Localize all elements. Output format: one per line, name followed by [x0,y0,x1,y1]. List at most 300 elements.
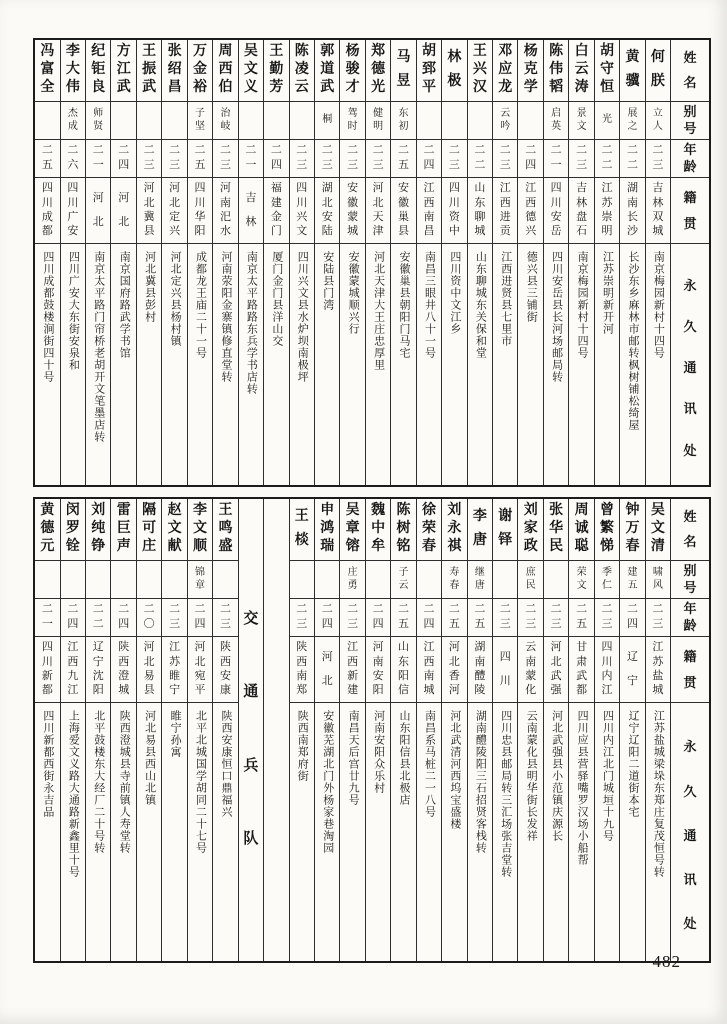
cell-age [366,140,390,178]
cell-alias [188,102,212,140]
cell-native [213,178,237,244]
person-name: 胡 郅 平 [421,44,436,96]
cell-age [595,140,619,178]
cell-alias [646,102,670,140]
cell-alias [442,102,466,140]
cell-address [35,703,59,961]
cell-native [315,178,339,244]
header-cell-address [671,244,709,485]
person-native: 江 西 德 兴 [525,182,537,238]
person-alias: 景 文 [576,108,587,132]
person-name: 邓 应 龙 [498,44,513,96]
cell-alias [493,561,517,599]
cell-age [111,140,135,178]
person-native: 山 东 阳 信 [398,641,410,697]
cell-age [620,599,644,637]
person-native: 四 川 华 阳 [194,182,206,238]
cell-name [61,40,85,102]
cell-alias [61,102,85,140]
cell-address [468,244,492,485]
person-age: 二 三 [652,144,664,171]
cell-native [569,637,593,703]
header-cell-name [671,40,709,102]
cell-age [544,599,568,637]
person-native: 吉 林 双 城 [652,182,664,238]
person-name: 冯 富 全 [40,44,55,96]
cell-name [35,40,59,102]
person-age: 二 三 [372,144,384,171]
person-native: 河 北 定 兴 [169,182,181,238]
cell-native [518,178,542,244]
person-age: 二 三 [499,603,511,630]
person-native: 河 北 香 河 [448,641,460,697]
header-label-alias: 别 号 [683,563,697,596]
person-native: 河 北 [92,191,104,228]
cell-name [620,499,644,561]
person-address: 江苏盐城梁垛东郑庄复茂恒号转 [652,710,665,878]
person-name: 刘 纯 铮 [91,503,106,555]
cell-name [595,499,619,561]
cell-address [417,703,441,961]
person-column [492,499,517,961]
header-label-native: 籍 贯 [683,189,697,231]
cell-native [137,637,161,703]
cell-address [162,703,186,961]
cell-age [213,140,237,178]
header-cell-age [671,599,709,637]
header-label-alias: 别 号 [683,104,697,137]
person-native: 湖 北 安 陆 [321,182,333,238]
cell-alias [35,102,59,140]
cell-age [188,599,212,637]
person-column [238,40,263,485]
cell-name [468,40,492,102]
cell-native [366,178,390,244]
person-address: 河南安阳众乐村 [372,710,385,794]
person-alias: 治 岐 [220,108,231,132]
cell-native [61,178,85,244]
cell-age [468,140,492,178]
person-name: 张 绍 昌 [167,44,182,96]
cell-name [620,40,644,102]
cell-alias [315,102,339,140]
person-age: 二 三 [219,603,231,630]
cell-address [86,244,110,485]
cell-age [366,599,390,637]
header-label-address: 永 久 通 讯 处 [683,739,697,931]
cell-age [86,140,110,178]
cell-age [646,599,670,637]
cell-age [315,599,339,637]
cell-native [35,637,59,703]
person-name: 赵 文 献 [167,503,182,555]
cell-address [61,703,85,961]
cell-name [442,499,466,561]
cell-address [137,244,161,485]
cell-alias [340,102,364,140]
person-address: 四川忠县邮局转三汇场张吉堂转 [499,710,512,878]
cell-address [290,244,314,485]
cell-address [646,703,670,961]
person-age: 二 五 [398,144,410,171]
person-column [619,499,644,961]
cell-age [620,140,644,178]
cell-name [162,499,186,561]
person-native: 四 川 新 都 [41,641,53,697]
person-column [568,40,593,485]
person-name: 申 鸿 瑞 [320,503,335,555]
person-address: 成都龙王庙二十一号 [194,251,207,359]
cell-age [111,599,135,637]
cell-name [340,499,364,561]
person-address: 上海爱文义路大通路新鑫里十号 [67,710,80,878]
cell-name [264,40,288,102]
cell-name [162,40,186,102]
person-address: 辽宁辽阳二道街本宅 [626,710,639,818]
cell-address [468,703,492,961]
section-label: 交 通 兵 队 [243,611,259,848]
person-column [60,499,85,961]
person-native: 四 川 安 岳 [550,182,562,238]
person-address: 厦门金门县洋山交 [270,251,283,347]
person-alias: 光 [602,114,613,126]
person-column [110,40,135,485]
person-age: 二 三 [499,144,511,171]
person-address: 安陆县门湾 [321,251,334,311]
person-age: 二 一 [41,603,53,630]
cell-name [518,40,542,102]
header-label-age: 年 龄 [683,601,697,634]
cell-age [290,599,314,637]
cell-native [646,178,670,244]
person-name: 黄 骥 [625,50,640,90]
cell-alias [493,102,517,140]
person-age: 二 三 [652,603,664,630]
person-name: 周 西 伯 [218,44,233,96]
cell-alias [417,561,441,599]
cell-address [493,244,517,485]
person-column [543,40,568,485]
cell-name [493,499,517,561]
person-alias: 寿 春 [449,567,460,591]
cell-name [137,499,161,561]
cell-name [111,40,135,102]
cell-address [188,703,212,961]
cell-age [391,599,415,637]
cell-alias [366,561,390,599]
cell-age [569,599,593,637]
cell-native [340,178,364,244]
person-address: 南京太平路路东兵学书店转 [245,251,258,395]
person-address: 四川内江北门城垣十九号 [601,710,614,842]
person-column [60,40,85,485]
person-native: 江 西 进 贡 [499,182,511,238]
person-name: 谢 铎 [498,509,513,549]
cell-address [518,244,542,485]
cell-age [518,140,542,178]
person-column [365,499,390,961]
person-age: 二 三 [321,144,333,171]
cell-alias [366,102,390,140]
person-alias: 锦 章 [195,567,206,591]
cell-name [315,40,339,102]
cell-name [86,40,110,102]
cell-name [646,499,670,561]
cell-address [213,703,237,961]
person-age: 二 一 [245,144,257,171]
cell-native [290,178,314,244]
person-name: 胡 守 恒 [600,44,615,96]
person-name: 黄 德 元 [40,503,55,555]
cell-address [417,244,441,485]
person-native: 甘 肃 武 都 [576,641,588,697]
cell-age [518,599,542,637]
cell-alias [391,561,415,599]
cell-address [569,703,593,961]
cell-age [493,599,517,637]
cell-native [137,178,161,244]
cell-age [162,140,186,178]
person-age: 二 〇 [143,603,155,630]
cell-age [417,140,441,178]
person-address: 陕西安康恒口鼎福兴 [219,710,232,818]
person-address: 四川资中文江乡 [448,251,461,335]
header-cell-native [671,637,709,703]
cell-alias [569,102,593,140]
cell-address [340,703,364,961]
cell-age [595,599,619,637]
cell-native [111,637,135,703]
person-column [365,40,390,485]
person-native: 江 苏 崇 明 [601,182,613,238]
person-native: 河 北 易 县 [143,641,155,697]
person-address: 云南蒙化县明华街长发祥 [525,710,538,842]
person-column [110,499,135,961]
cell-age [188,140,212,178]
cell-name [315,499,339,561]
cell-name [213,40,237,102]
person-alias: 庶 民 [525,567,536,591]
person-address: 安徽蒙城顺兴行 [347,251,360,335]
person-address: 河北易县西山北镇 [143,710,156,806]
person-name: 吴 章 镕 [345,503,360,555]
cell-age [86,599,110,637]
person-alias: 桐 [322,114,333,126]
person-alias: 继 唐 [474,567,485,591]
person-column [645,499,670,961]
cell-native [493,178,517,244]
person-age: 二 一 [550,144,562,171]
cell-alias [315,561,339,599]
person-alias: 展 之 [627,108,638,132]
cell-name [417,499,441,561]
person-name: 李 文 顺 [193,503,208,555]
header-cell-alias [671,102,709,140]
cell-address [366,244,390,485]
cell-native [35,178,59,244]
cell-native [493,637,517,703]
person-column [594,499,619,961]
cell-native [86,637,110,703]
cell-alias [86,102,110,140]
cell-alias [646,561,670,599]
cell-name [468,499,492,561]
person-address: 安徽巢县朝阳门马宅 [398,251,411,359]
cell-native [468,637,492,703]
cell-alias [290,102,314,140]
person-address: 睢宁孙寓 [169,710,182,758]
person-name: 张 华 民 [549,503,564,555]
cell-native [188,178,212,244]
person-address: 德兴县三铺街 [525,251,538,323]
person-column [517,499,542,961]
person-name: 陈 伟 韬 [549,44,564,96]
cell-age [213,599,237,637]
person-name: 王 勤 芳 [269,44,284,96]
person-address: 南昌三眼井八十一号 [423,251,436,359]
cell-age [340,140,364,178]
person-address: 四川安岳县长河场邮局转 [550,251,563,383]
cell-native [111,178,135,244]
header-cell-name [671,499,709,561]
person-column [35,40,59,485]
person-age: 二 四 [194,603,206,630]
cell-alias [569,561,593,599]
cell-name [391,499,415,561]
cell-alias [468,102,492,140]
person-name: 周 诚 聪 [574,503,589,555]
cell-name [188,40,212,102]
person-address: 陕西澄城县寺前镇人寿堂转 [118,710,131,854]
cell-address [315,244,339,485]
person-address: 长沙东乡麻林市邮转枫树铺松绮屋 [626,251,639,431]
person-name: 隔 可 庄 [142,503,157,555]
cell-name [417,40,441,102]
person-column [161,40,186,485]
cell-name [493,40,517,102]
person-alias: 庄 勇 [347,567,358,591]
person-native: 江 西 九 江 [67,641,79,697]
page-number: 482 [652,952,681,971]
person-name: 吴 文 清 [650,503,665,555]
person-column [314,40,339,485]
person-age: 二 二 [474,144,486,171]
person-column [212,499,237,961]
cell-name [290,499,314,561]
person-address: 河北冀县彭村 [143,251,156,323]
cell-address [162,244,186,485]
cell-alias [595,102,619,140]
cell-age [442,140,466,178]
person-alias: 荣 文 [576,567,587,591]
person-age: 二 六 [67,144,79,171]
cell-address [544,703,568,961]
person-name: 闵 罗 铨 [65,503,80,555]
cell-alias [544,102,568,140]
person-age: 二 三 [347,144,359,171]
person-alias: 立 人 [652,108,663,132]
cell-native [595,637,619,703]
cell-native [620,178,644,244]
cell-name [569,40,593,102]
person-column [187,40,212,485]
cell-address [569,244,593,485]
person-address: 安徽芜湖北门外杨家巷淘园 [321,710,334,854]
cell-alias [620,102,644,140]
person-alias: 东 初 [398,108,409,132]
person-name: 王 鸣 盛 [218,503,233,555]
cell-name [595,40,619,102]
cell-age [569,140,593,178]
person-age: 二 五 [448,603,460,630]
person-age: 二 四 [321,603,333,630]
cell-alias [544,561,568,599]
person-native: 四 川 [499,650,511,687]
person-age: 二 四 [118,603,130,630]
person-age: 二 三 [448,144,460,171]
person-native: 安 徽 蒙 城 [347,182,359,238]
header-column [670,40,709,485]
person-name: 马 昱 [396,50,411,90]
person-address: 四川成都鼓楼涧街四十号 [41,251,54,383]
person-address: 河南荥阳金寨镇修直堂转 [219,251,232,383]
person-native: 四 川 广 安 [67,182,79,238]
person-name: 万 金 裕 [193,44,208,96]
person-native: 四 川 成 都 [41,182,53,238]
cell-name [340,40,364,102]
person-name: 刘 家 政 [523,503,538,555]
cell-age [468,599,492,637]
cell-name [544,40,568,102]
person-column [390,499,415,961]
cell-name [391,40,415,102]
person-name: 林 极 [447,50,462,90]
person-column [85,40,110,485]
person-native: 辽 宁 [626,650,638,687]
cell-alias [35,561,59,599]
cell-alias [162,561,186,599]
person-native: 江 西 新 建 [347,641,359,697]
person-name: 白 云 涛 [574,44,589,96]
person-address: 南昌天后宫廿九号 [347,710,360,806]
person-alias: 云 吟 [500,108,511,132]
cell-name [137,40,161,102]
cell-address [442,244,466,485]
person-column [212,40,237,485]
person-native: 江 西 南 城 [423,641,435,697]
person-alias: 师 贤 [93,108,104,132]
cell-alias [340,561,364,599]
header-label-native: 籍 贯 [683,648,697,690]
cell-age [290,140,314,178]
cell-name [61,499,85,561]
cell-alias [417,102,441,140]
person-native: 安 徽 巢 县 [398,182,410,238]
cell-alias [188,561,212,599]
cell-address [213,244,237,485]
person-address: 江苏崇明新开河 [601,251,614,335]
cell-name [544,499,568,561]
person-column [314,499,339,961]
cell-name [442,40,466,102]
cell-address [595,244,619,485]
cell-alias [468,561,492,599]
person-address: 河北定兴县杨村镇 [169,251,182,347]
person-name: 王 兴 汉 [472,44,487,96]
cell-native [366,637,390,703]
cell-native [391,637,415,703]
cell-native [646,637,670,703]
